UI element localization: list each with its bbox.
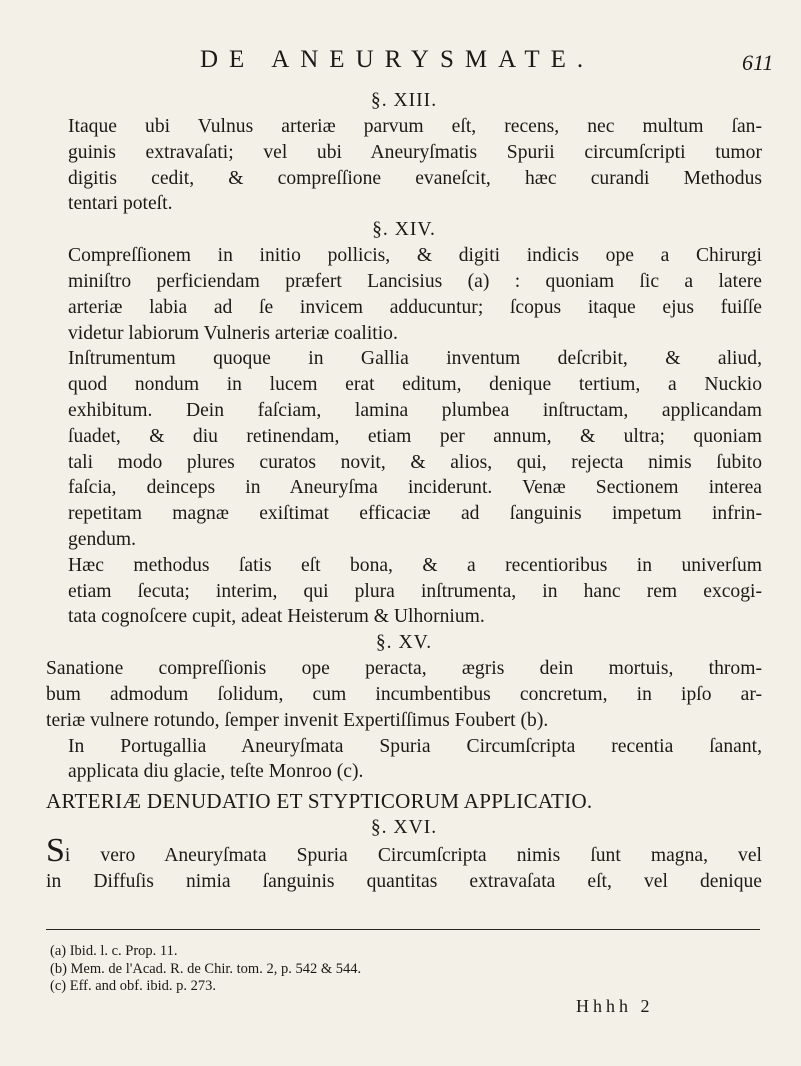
text-line: Itaque ubi Vulnus arteriæ parvum eſt, recens, nec multum ſan-	[68, 116, 762, 137]
footnote-c: (c) Eff. and obf. ibid. p. 273.	[50, 978, 217, 994]
text-line: faſcia, deinceps in Aneuryſma inciderunt. Venæ Sectionem interea	[68, 477, 762, 499]
text-line: Inſtrumentum quoque in Gallia inventum deſcribit, & aliud,	[68, 348, 762, 370]
text-line: quod nondum in lucem erat editum, denique tertium, a Nuckio	[68, 374, 762, 396]
text-line: repetitam magnæ exiſtimat efficaciæ ad ſanguinis impetum infrin-	[68, 503, 762, 525]
text-line: teriæ vulnere rotundo, ſemper invenit Expertiſſimus Foubert (b).	[46, 709, 549, 731]
footnotes	[50, 943, 361, 996]
text-line: digitis cedit, & compreſſione evaneſcit, hæc curandi Methodus	[68, 167, 762, 189]
paragraph	[46, 346, 762, 552]
text-line: etiam ſecuta; interim, qui plura inſtrumenta, in hanc rem excogi-	[68, 580, 762, 602]
text-line	[46, 831, 762, 869]
text-line: miniſtro perficiendam præfert Lancisius (a) : quoniam ſic a latere	[68, 270, 762, 292]
text-line: tentari poteſt.	[68, 193, 173, 215]
text-line: tali modo plures curatos novit, & alios, qui, rejecta nimis ſubito	[68, 451, 762, 473]
text-line: exhibitum. Dein faſciam, lamina plumbea inſtructam, applicandam	[68, 399, 762, 421]
footnote-rule	[46, 929, 760, 930]
text-line: In Portugallia Aneuryſmata Spuria Circumſcripta recentia ſanant,	[68, 735, 762, 757]
chapter-heading: ARTERIÆ DENUDATIO ET STYPTICORUM APPLICATIO.	[46, 789, 593, 814]
text-line: applicata diu glacie, teſte Monroo (c).	[68, 761, 364, 783]
footnote-a: (a) Ibid. l. c. Prop. 11.	[50, 943, 178, 959]
text-line: guinis extravaſati; vel ubi Aneuryſmatis Spurii circumſcripti tumor	[68, 141, 762, 163]
page-number: 611	[742, 50, 774, 75]
paragraph	[46, 114, 762, 217]
text-line: Hæc methodus ſatis eſt bona, & a recentioribus in univerſum	[68, 554, 762, 576]
section-heading-13: §. XIII.	[370, 90, 438, 111]
paragraph	[46, 656, 762, 733]
paragraph	[46, 553, 762, 630]
running-title: DE ANEURYSMATE.	[200, 46, 595, 73]
section-heading-15: §. XV.	[375, 632, 433, 654]
text-line: in Diffuſis nimia ſanguinis quantitas extravaſata eſt, vel denique	[46, 870, 762, 892]
footnote-b: (b) Mem. de l'Acad. R. de Chir. tom. 2, p. 542 & 544.	[50, 960, 362, 977]
text-line: gendum.	[68, 528, 137, 550]
text-line-body: i vero Aneuryſmata Spuria Circumſcripta nimis ſunt magna, vel	[64, 844, 762, 866]
text-line: tata cognoſcere cupit, adeat Heisterum & Ulhornium.	[68, 606, 485, 628]
drop-capital: S	[46, 831, 65, 869]
paragraph	[46, 243, 762, 346]
paragraph	[46, 831, 762, 895]
signature-mark: Hhhh 2	[576, 996, 654, 1016]
section-heading-14: §. XIV.	[372, 219, 436, 241]
text-line: videtur labiorum Vulneris arteriæ coalitio.	[68, 322, 398, 344]
paragraph	[46, 734, 762, 786]
text-line: bum admodum ſolidum, cum incumbentibus concretum, in ipſo ar-	[46, 683, 762, 705]
text-line: ſuadet, & diu retinendam, etiam per annum, & ultra; quoniam	[68, 425, 762, 447]
section-heading-16: §. XVI.	[370, 816, 438, 838]
text-line: arteriæ labia ad ſe invicem adducuntur; ſcopus itaque ejus fuiſſe	[68, 296, 762, 318]
text-line: Sanatione compreſſionis ope peracta, ægris dein mortuis, throm-	[46, 658, 762, 680]
text-line: Compreſſionem in initio pollicis, & digiti indicis ope a Chirurgi	[68, 245, 762, 267]
body-text	[46, 88, 762, 895]
